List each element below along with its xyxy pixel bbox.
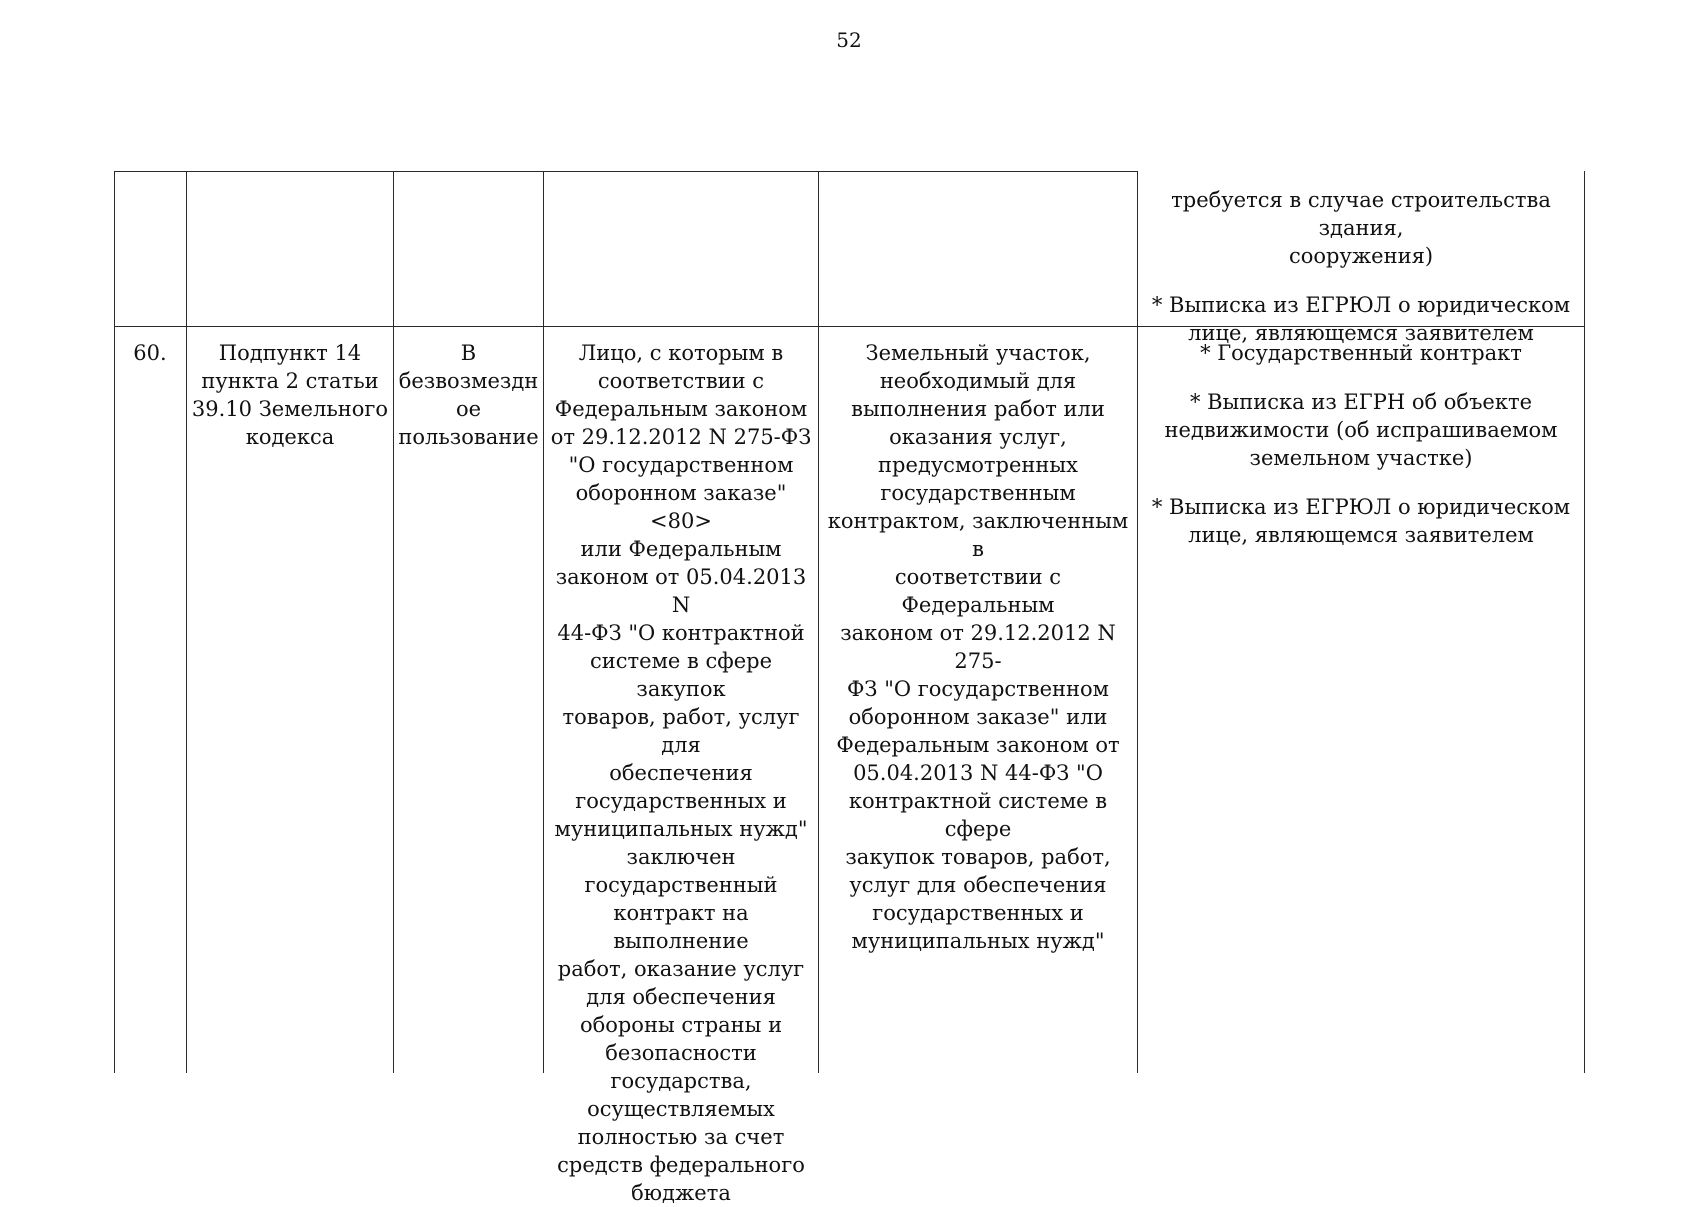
text-line: сооружения) [1288,244,1434,268]
text-line: 05.04.2013 N 44-ФЗ "О [853,761,1103,785]
text-line: обеспечения [609,761,753,785]
text-line: пользование [398,425,539,449]
text-line: земельном участке) [1249,446,1473,470]
row-number: 60. [133,341,167,365]
text-line: Подпункт 14 [218,341,362,365]
text-line: осуществляемых [587,1097,775,1121]
text-line: * Выписка из ЕГРЮЛ о юридическом [1151,293,1571,317]
text-line: законом от 05.04.2013 N [555,565,807,617]
text-line: заключен [626,845,736,869]
continuation-documents-cell [1138,186,1584,347]
text-line: обороны страны и [579,1013,783,1037]
right-type-cell [394,339,543,451]
text-line: государственных и [872,901,1084,925]
text-line: средств федерального [557,1153,805,1177]
text-line: В [460,341,477,365]
text-line: выполнения работ или [851,397,1105,421]
text-line: "О государственном [568,453,794,477]
text-line: соответствии с [597,369,765,393]
text-line: недвижимости (об испрашиваемом [1164,418,1558,442]
text-line: ФЗ "О государственном [847,677,1109,701]
text-line: контрактом, заключенным в [827,509,1129,561]
row-number-cell [114,339,186,367]
text-line: полностью за счет [577,1125,785,1149]
column-border [114,171,115,1073]
text-line: * Выписка из ЕГРЮЛ о юридическом [1151,495,1571,519]
text-line: или Федеральным [580,537,782,561]
text-line: 39.10 Земельного [191,397,389,421]
text-line: бюджета [631,1181,731,1205]
text-line: услуг для обеспечения [849,873,1107,897]
text-line: соответствии с Федеральным [894,565,1062,617]
documents-cell [1138,339,1584,549]
text-line: * Государственный контракт [1200,341,1522,365]
text-line: государственным [880,481,1076,505]
text-line: работ, оказание услуг [557,957,805,981]
text-line: муниципальных нужд" [554,817,808,841]
text-line: системе в сфере закупок [590,649,772,701]
text-line: кодекса [245,425,335,449]
text-line: ое [455,397,482,421]
text-line: государства, [610,1069,752,1093]
text-line: контракт на выполнение [613,901,749,953]
text-line: Земельный участок, [865,341,1091,365]
text-line: лице, являющемся заявителем [1188,321,1534,345]
text-line: от 29.12.2012 N 275-ФЗ [550,425,812,449]
text-line: безвозмездн [398,369,539,393]
text-line: лице, являющемся заявителем [1188,523,1534,547]
text-line: законом от 29.12.2012 N 275- [840,621,1116,673]
text-line: Федеральным законом [554,397,808,421]
text-line: Федеральным законом от [836,733,1120,757]
text-line: * Выписка из ЕГРН об объекте [1189,390,1533,414]
text-line: оборонном заказе" или [848,705,1108,729]
text-line: необходимый для [879,369,1077,393]
text-line: государственных и [575,789,787,813]
text-line: государственный [584,873,778,897]
text-line: контрактной системе в сфере [848,789,1108,841]
text-line: безопасности [605,1041,757,1065]
text-line: 44-ФЗ "О контрактной [557,621,805,645]
continuation-documents-text [1138,186,1584,270]
text-line: товаров, работ, услуг для [562,705,800,757]
text-line: Лицо, с которым в [578,341,784,365]
column-border [393,171,394,1073]
text-line: закупок товаров, работ, [845,845,1111,869]
document-item [1138,493,1584,549]
table-top-border [114,171,1137,172]
document-item [1138,339,1584,367]
land-plot-cell [819,339,1137,955]
text-line: предусмотренных [878,453,1078,477]
text-line: оказания услуг, [889,425,1067,449]
column-border [186,171,187,1073]
document-item [1138,388,1584,472]
text-line: требуется в случае строительства здания, [1171,188,1551,240]
basis-cell [187,339,393,451]
text-line: муниципальных нужд" [851,929,1105,953]
page-number: 52 [836,28,862,52]
column-border [1584,171,1585,1073]
text-line: оборонном заказе" <80> [575,481,787,533]
text-line: для обеспечения [586,985,776,1009]
text-line: пункта 2 статьи [201,369,379,393]
applicant-cell [544,339,818,1207]
